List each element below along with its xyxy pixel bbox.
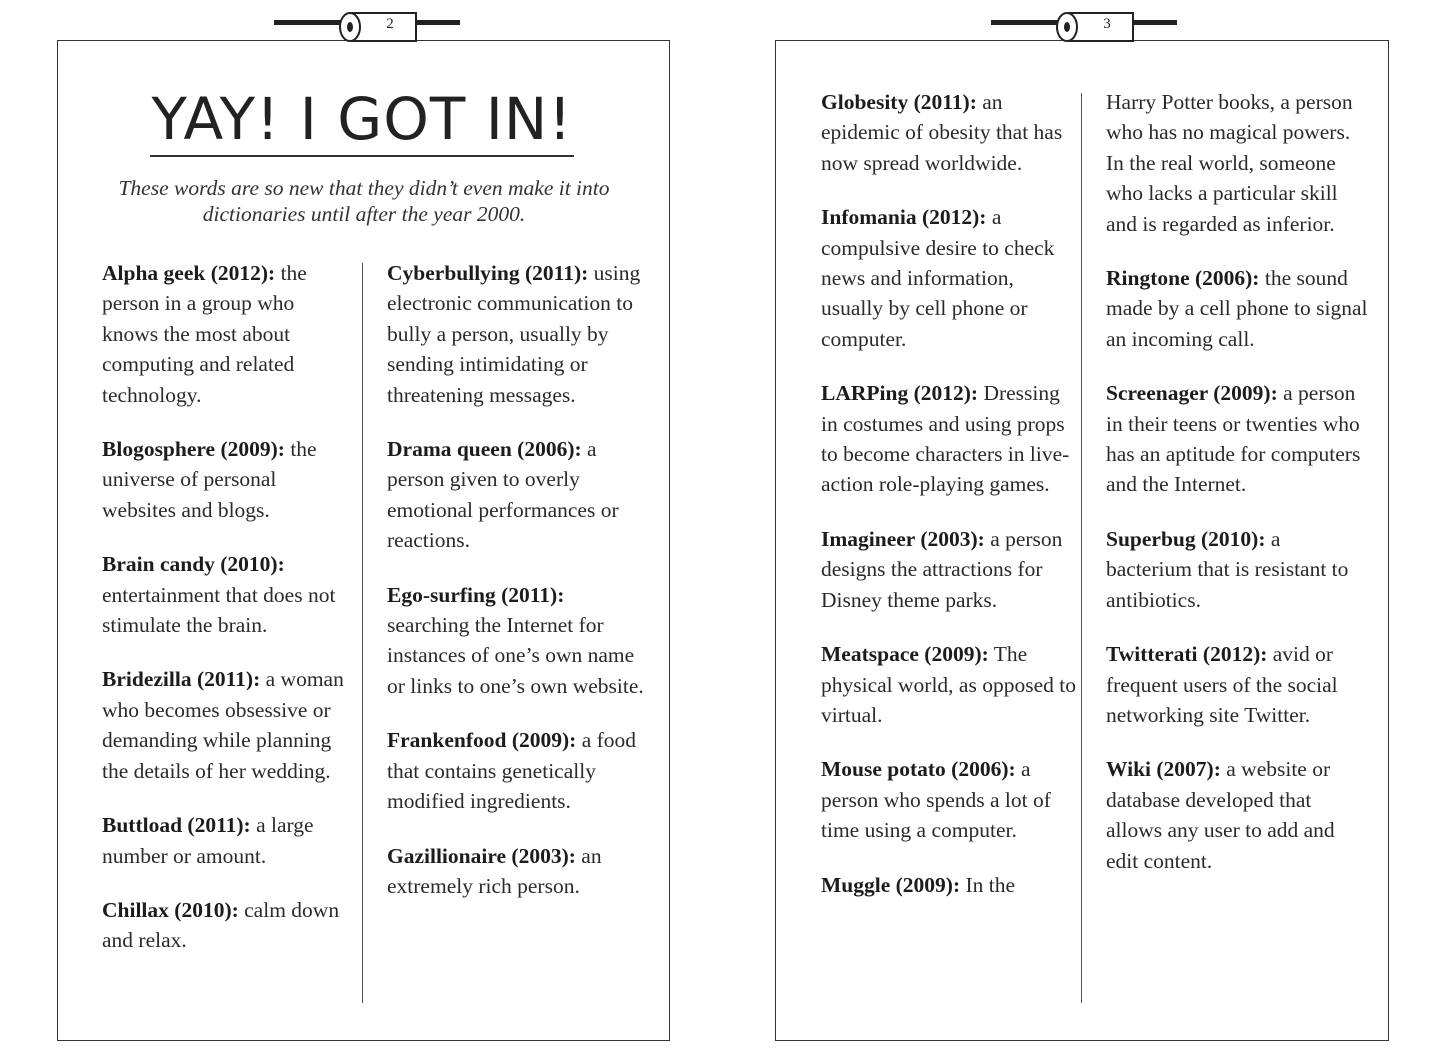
entry-term: LARPing (2012): (821, 381, 979, 406)
entry-term: Wiki (2007): (1106, 757, 1221, 782)
column-divider (362, 263, 363, 1003)
left-page (57, 16, 670, 1041)
entry-term: Alpha geek (2012): (102, 261, 276, 285)
entry-term: Infomania (2012): (821, 205, 987, 230)
entry-definition: avid or frequent users of the social networking site Twitter. (1106, 642, 1338, 727)
definition-column (821, 87, 1081, 924)
glossary-entry (1106, 524, 1368, 615)
entry-definition: a person in their teens or twenties who has an aptitude for computers and the Internet. (1106, 381, 1361, 497)
entry-term: Screenager (2009): (1106, 381, 1278, 406)
entry-definition: In the (960, 872, 1016, 897)
definition-column (1106, 87, 1368, 900)
right-page (775, 16, 1389, 1041)
entry-term: Twitterati (2012): (1106, 642, 1268, 667)
entry-definition: a website or database developed that allows any user to add and edit content. (1106, 757, 1335, 873)
entry-definition: an epidemic of obesity that has now spread worldwide. (821, 90, 1063, 175)
glossary-entry (387, 841, 647, 902)
entry-definition: the person in a group who knows the most about computing and related technology. (102, 261, 307, 407)
entry-definition: a food that contains genetically modified ingredients. (387, 728, 637, 814)
glossary-entry (1106, 639, 1368, 730)
entry-term: Blogosphere (2009): (102, 437, 285, 462)
entry-definition: entertainment that does not stimulate the brain. (102, 582, 336, 638)
glossary-entry (387, 258, 647, 410)
glossary-entry (102, 434, 354, 525)
entry-definition: the universe of personal websites and blogs. (102, 437, 317, 522)
glossary-entry (821, 754, 1081, 845)
glossary-entry (1106, 754, 1368, 876)
entry-term: Muggle (2009): (821, 872, 961, 897)
entry-definition: a person given to overly emotional performances or reactions. (387, 437, 619, 553)
entry-definition: a bacterium that is resistant to antibiotics. (1106, 526, 1349, 612)
entry-term: Chillax (2010): (102, 897, 239, 922)
entry-term: Buttload (2011): (102, 813, 251, 838)
entry-term: Brain candy (2010): (102, 552, 285, 577)
page-number: 2 (386, 16, 394, 32)
glossary-entry (1106, 263, 1368, 354)
entry-term: Globesity (2011): (821, 90, 977, 114)
entry-definition: an extremely rich person. (387, 843, 602, 898)
toilet-paper-roll-icon (274, 11, 460, 67)
page-number: 3 (1103, 16, 1111, 32)
entry-term: Bridezilla (2011): (102, 667, 261, 692)
glossary-entry (102, 258, 354, 410)
entry-term: Superbug (2010): (1106, 526, 1266, 551)
entry-definition: a large number or amount. (102, 813, 314, 868)
glossary-entry (1106, 378, 1368, 500)
entry-term: Ego-surfing (2011): (387, 582, 565, 607)
page-title: YAY! I GOT IN! (150, 85, 574, 157)
entry-term: Ringtone (2006): (1106, 266, 1260, 291)
glossary-entry (821, 870, 1081, 900)
glossary-entry (821, 378, 1081, 500)
entry-definition: calm down and relax. (102, 897, 340, 953)
entry-definition: a woman who becomes obsessive or demanding while planning the details of her wedding. (102, 667, 344, 783)
entry-definition: Dressing in costumes and using props to become characters in live-action role-playing games. (821, 381, 1070, 497)
toilet-paper-roll-icon (991, 11, 1177, 67)
entry-term: Gazillionaire (2003): (387, 843, 576, 868)
entry-term: Mouse potato (2006): (821, 757, 1016, 782)
entry-definition: using electronic communication to bully a person, usually by sending intimidating or threatening messages. (387, 261, 641, 407)
glossary-entry (387, 580, 647, 702)
glossary-entry (102, 810, 354, 871)
entry-definition: The physical world, as opposed to virtual. (821, 642, 1076, 727)
glossary-entry (821, 87, 1081, 178)
intro-text: These words are so new that they didn’t even make it into dictionaries until after the year 2000. (118, 176, 610, 226)
glossary-entry (1106, 87, 1368, 239)
glossary-entry (102, 664, 354, 786)
glossary-entry (821, 639, 1081, 730)
entry-term: Meatspace (2009): (821, 642, 989, 667)
glossary-entry (821, 524, 1081, 615)
entry-definition: the sound made by a cell phone to signal an incoming call. (1106, 266, 1368, 351)
glossary-entry (102, 895, 354, 956)
entry-definition: searching the Internet for instances of one’s own name or links to one’s own website. (387, 613, 644, 698)
definition-column (387, 258, 647, 925)
definition-column (102, 258, 354, 980)
entry-definition: a person designs the attractions for Disney theme parks. (821, 526, 1063, 612)
entry-term: Frankenfood (2009): (387, 728, 577, 753)
glossary-entry (821, 202, 1081, 354)
entry-definition: a person who spends a lot of time using a computer. (821, 757, 1051, 843)
column-divider (1081, 93, 1082, 1003)
entry-term: Imagineer (2003): (821, 526, 985, 551)
glossary-entry (387, 725, 647, 816)
entry-definition: a compulsive desire to check news and information, usually by cell phone or computer. (821, 205, 1055, 351)
entry-term: Cyberbullying (2011): (387, 261, 589, 285)
glossary-entry (102, 549, 354, 640)
glossary-entry (387, 434, 647, 556)
entry-definition: Harry Potter books, a person who has no magical powers. In the real world, someone who lacks a particular skill and is regarded as inferior. (1106, 90, 1353, 236)
entry-term: Drama queen (2006): (387, 437, 582, 462)
